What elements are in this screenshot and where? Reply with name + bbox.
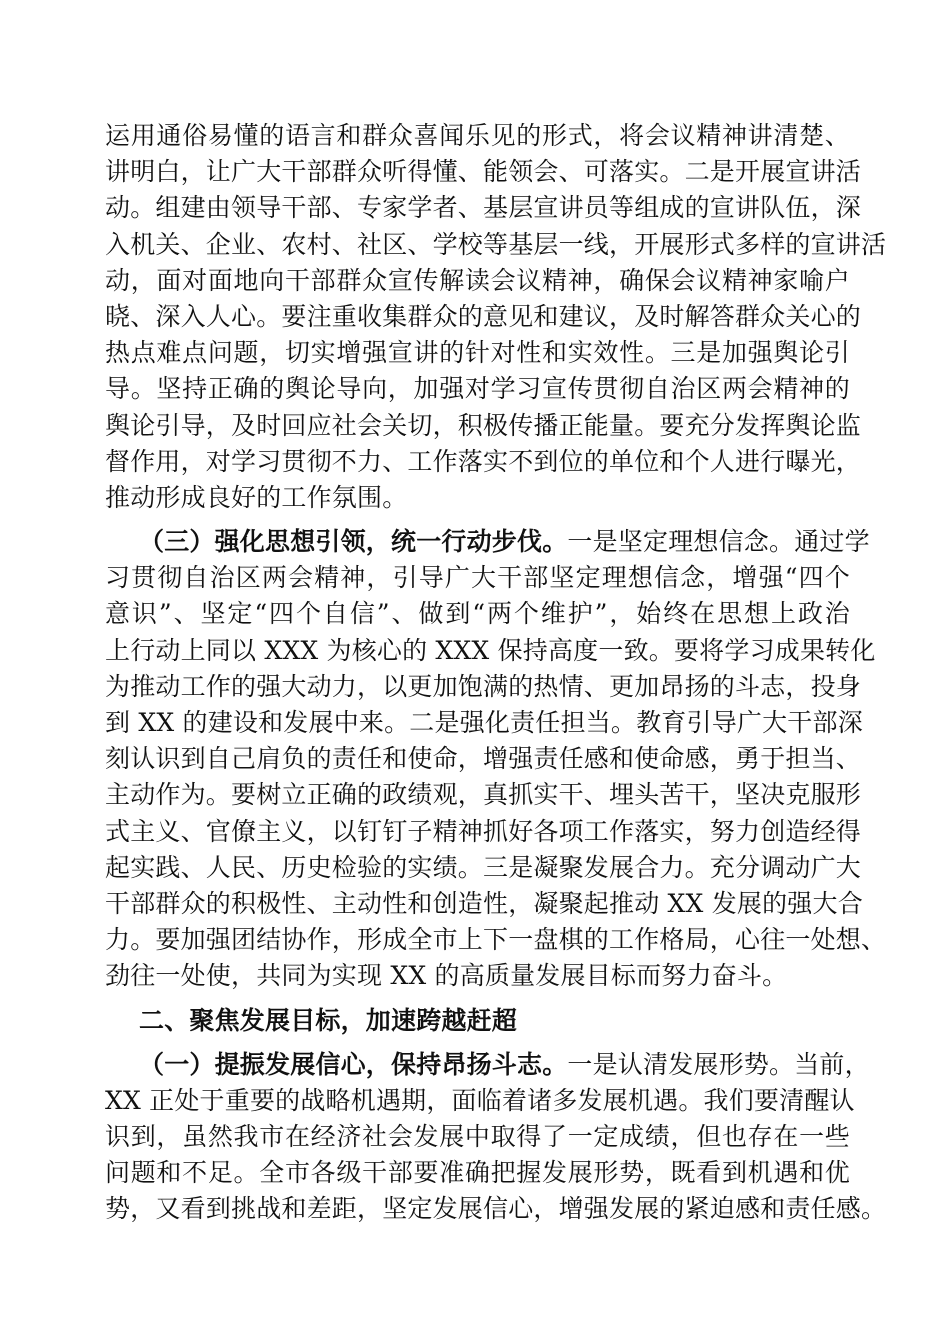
paragraph-line: 晓、深入人心。要注重收集群众的意见和建议，及时解答群众关心的 bbox=[105, 301, 862, 331]
paragraph-2 bbox=[105, 524, 887, 994]
paragraph-line: 导。坚持正确的舆论导向，加强对学习宣传贯彻自治区两会精神的 bbox=[105, 374, 850, 404]
paragraph-heading: （一）提振发展信心，保持昂扬斗志。 bbox=[139, 1049, 568, 1079]
paragraph-line: 动。组建由领导干部、专家学者、基层宣讲员等组成的宣讲队伍，深 bbox=[105, 193, 862, 223]
paragraph-line: 运用通俗易懂的语言和群众喜闻乐见的形式，将会议精神讲清楚、 bbox=[105, 121, 850, 150]
paragraph-line: 入机关、企业、农村、社区、学校等基层一线，开展形式多样的宣讲活 bbox=[105, 229, 887, 259]
document-page bbox=[105, 118, 887, 1228]
paragraph-line: 劲往一处使，共同为实现 XX 的高质量发展目标而努力奋斗。 bbox=[105, 961, 788, 991]
paragraph-line: 到 XX 的建设和发展中来。二是强化责任担当。教育引导广大干部深 bbox=[105, 708, 863, 737]
paragraph-line: 式主义、官僚主义，以钉钉子精神抓好各项工作落实，努力创造经得 bbox=[105, 816, 862, 846]
paragraph-line: 督作用，对学习贯彻不力、工作落实不到位的单位和个人进行曝光， bbox=[105, 446, 862, 476]
paragraph-1 bbox=[105, 118, 887, 516]
section-heading: 二、聚焦发展目标，加速跨越赶超 bbox=[139, 1005, 518, 1035]
paragraph-line: 问题和不足。全市各级干部要准确把握发展形势，既看到机遇和优 bbox=[105, 1158, 850, 1188]
paragraph-line: 讲明白，让广大干部群众听得懂、能领会、可落实。二是开展宣讲活 bbox=[105, 157, 862, 187]
paragraph-line: 热点难点问题，切实增强宣讲的针对性和实效性。三是加强舆论引 bbox=[105, 338, 850, 368]
paragraph-3 bbox=[105, 1047, 887, 1228]
paragraph-line: 干部群众的积极性、主动性和创造性，凝聚起推动 XX 发展的强大合 bbox=[105, 888, 863, 918]
paragraph-heading: （三）强化思想引领，统一行动步伐。 bbox=[139, 527, 568, 557]
paragraph-line: 为推动工作的强大动力，以更加饱满的热情、更加昂扬的斗志，投身 bbox=[105, 671, 862, 701]
paragraph-line: 势，又看到挑战和差距，坚定发展信心，增强发展的紧迫感和责任感。 bbox=[105, 1194, 887, 1224]
paragraph-line: 刻认识到自己肩负的责任和使命，增强责任感和使命感，勇于担当、 bbox=[105, 744, 862, 774]
paragraph-text: 一是坚定理想信念。通过学 bbox=[567, 527, 870, 557]
paragraph-line: 主动作为。要树立正确的政绩观，真抓实干、埋头苦干，坚决克服形 bbox=[105, 780, 862, 810]
paragraph-line: 意识”、坚定“四个自信”、做到“两个维护”，始终在思想上政治 bbox=[105, 599, 850, 629]
paragraph-line: XX 正处于重要的战略机遇期，面临着诸多发展机遇。我们要清醒认 bbox=[105, 1085, 855, 1115]
paragraph-line: 推动形成良好的工作氛围。 bbox=[105, 482, 408, 512]
paragraph-line: 动，面对面地向干部群众宣传解读会议精神，确保会议精神家喻户 bbox=[105, 265, 850, 295]
paragraph-line: 舆论引导，及时回应社会关切，积极传播正能量。要充分发挥舆论监 bbox=[105, 410, 862, 440]
paragraph-line: 习贯彻自治区两会精神，引导广大干部坚定理想信念，增强“四个 bbox=[105, 563, 850, 593]
paragraph-first-line bbox=[105, 1047, 870, 1083]
paragraph-text: 一是认清发展形势。当前， bbox=[567, 1049, 870, 1079]
paragraph-line: 力。要加强团结协作，形成全市上下一盘棋的工作格局，心往一处想、 bbox=[105, 925, 887, 955]
paragraph-line: 上行动上同以 XXX 为核心的 XXX 保持高度一致。要将学习成果转化 bbox=[105, 635, 876, 665]
paragraph-line: 起实践、人民、历史检验的实绩。三是凝聚发展合力。充分调动广大 bbox=[105, 852, 862, 882]
paragraph-first-line bbox=[105, 524, 870, 560]
paragraph-line: 识到，虽然我市在经济社会发展中取得了一定成绩，但也存在一些 bbox=[105, 1122, 850, 1152]
